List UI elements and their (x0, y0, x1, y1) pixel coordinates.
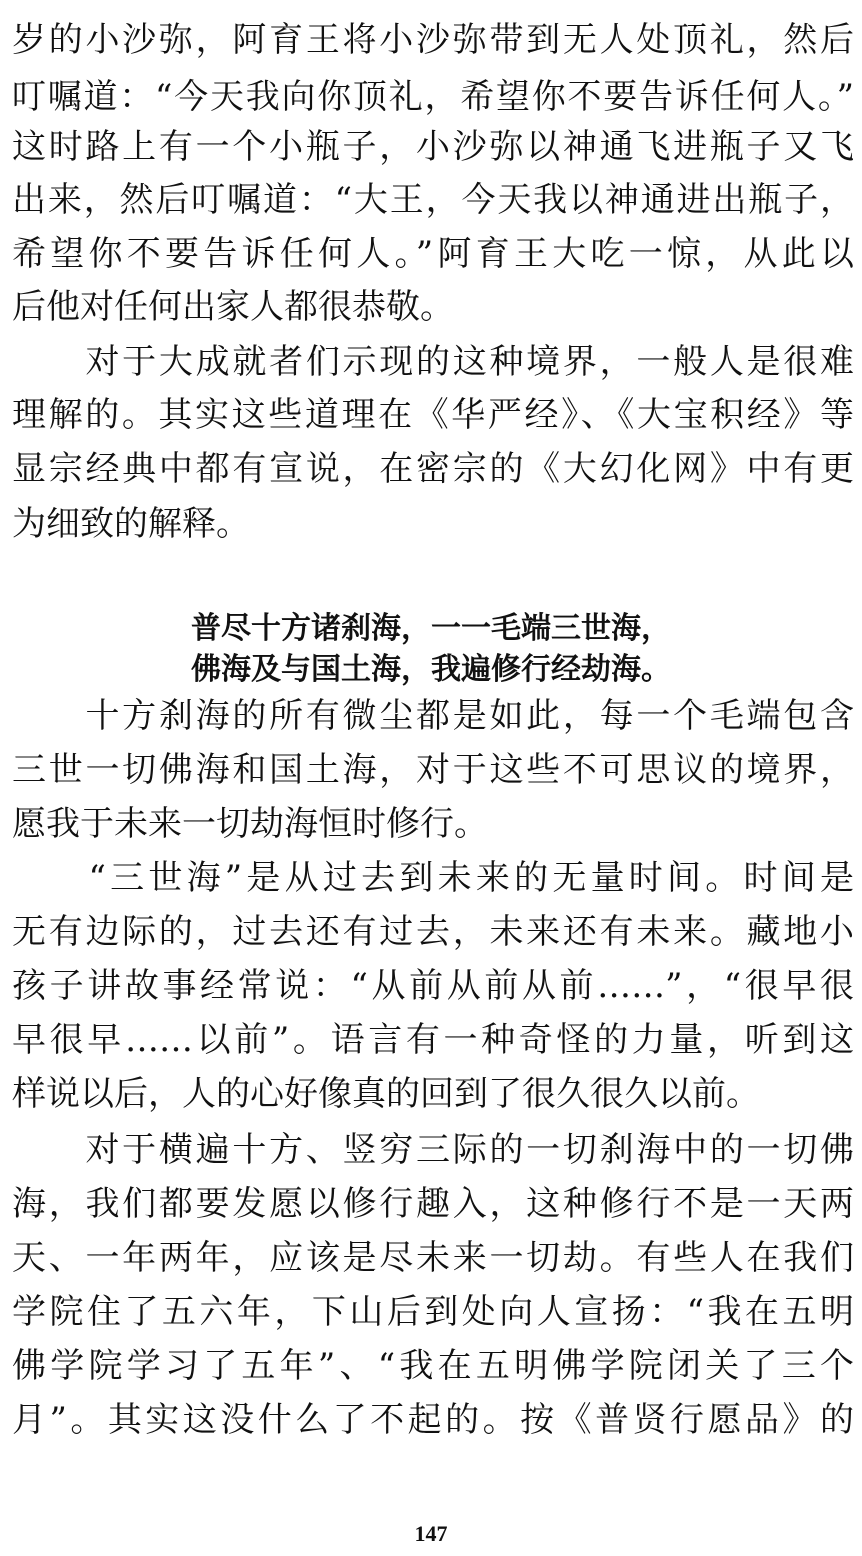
text-line: 对于大成就者们示现的这种境界，一般人是很难 (12, 342, 854, 382)
text-line: 这时路上有一个小瓶子，小沙弥以神通飞进瓶子又飞 (12, 127, 854, 167)
text-line: “三世海”是从过去到未来的无量时间。时间是 (12, 858, 854, 898)
text-line: 岁的小沙弥，阿育王将小沙弥带到无人处顶礼，然后 (12, 20, 854, 60)
text-line: 理解的。其实这些道理在《华严经》、《大宝积经》等 (12, 395, 854, 435)
text-line: 后他对任何出家人都很恭敬。 (12, 287, 454, 327)
text-line: 愿我于未来一切劫海恒时修行。 (12, 804, 488, 844)
text-line: 显宗经典中都有宣说，在密宗的《大幻化网》中有更 (12, 449, 854, 489)
text-line: 学院住了五六年，下山后到处向人宣扬：“我在五明 (12, 1292, 854, 1332)
verse-line-2: 佛海及与国土海，我遍修行经劫海。 (191, 652, 671, 687)
text-line: 叮嘱道：“今天我向你顶礼，希望你不要告诉任何人。” (12, 77, 854, 117)
text-line: 希望你不要告诉任何人。”阿育王大吃一惊，从此以 (12, 234, 854, 274)
text-line: 佛学院学习了五年”、“我在五明佛学院闭关了三个 (12, 1346, 854, 1386)
text-line: 十方刹海的所有微尘都是如此，每一个毛端包含 (12, 696, 854, 736)
text-line: 三世一切佛海和国土海，对于这些不可思议的境界， (12, 750, 854, 790)
text-line: 海，我们都要发愿以修行趣入，这种修行不是一天两 (12, 1184, 854, 1224)
page-number: 147 (414, 1521, 448, 1546)
text-line: 样说以后，人的心好像真的回到了很久很久以前。 (12, 1074, 760, 1114)
text-line: 月”。其实这没什么了不起的。按《普贤行愿品》的 (12, 1400, 854, 1440)
text-line: 无有边际的，过去还有过去，未来还有未来。藏地小 (12, 912, 854, 952)
text-line: 对于横遍十方、竖穷三际的一切刹海中的一切佛 (12, 1130, 854, 1170)
text-line: 天、一年两年，应该是尽未来一切劫。有些人在我们 (12, 1238, 854, 1278)
text-line: 为细致的解释。 (12, 504, 250, 544)
text-line: 出来，然后叮嘱道：“大王，今天我以神通进出瓶子， (12, 180, 854, 220)
text-line: 早很早……以前”。语言有一种奇怪的力量，听到这 (12, 1020, 854, 1060)
verse-line-1: 普尽十方诸刹海，一一毛端三世海， (191, 611, 671, 646)
text-line: 孩子讲故事经常说：“从前从前从前……”，“很早很 (12, 966, 854, 1006)
